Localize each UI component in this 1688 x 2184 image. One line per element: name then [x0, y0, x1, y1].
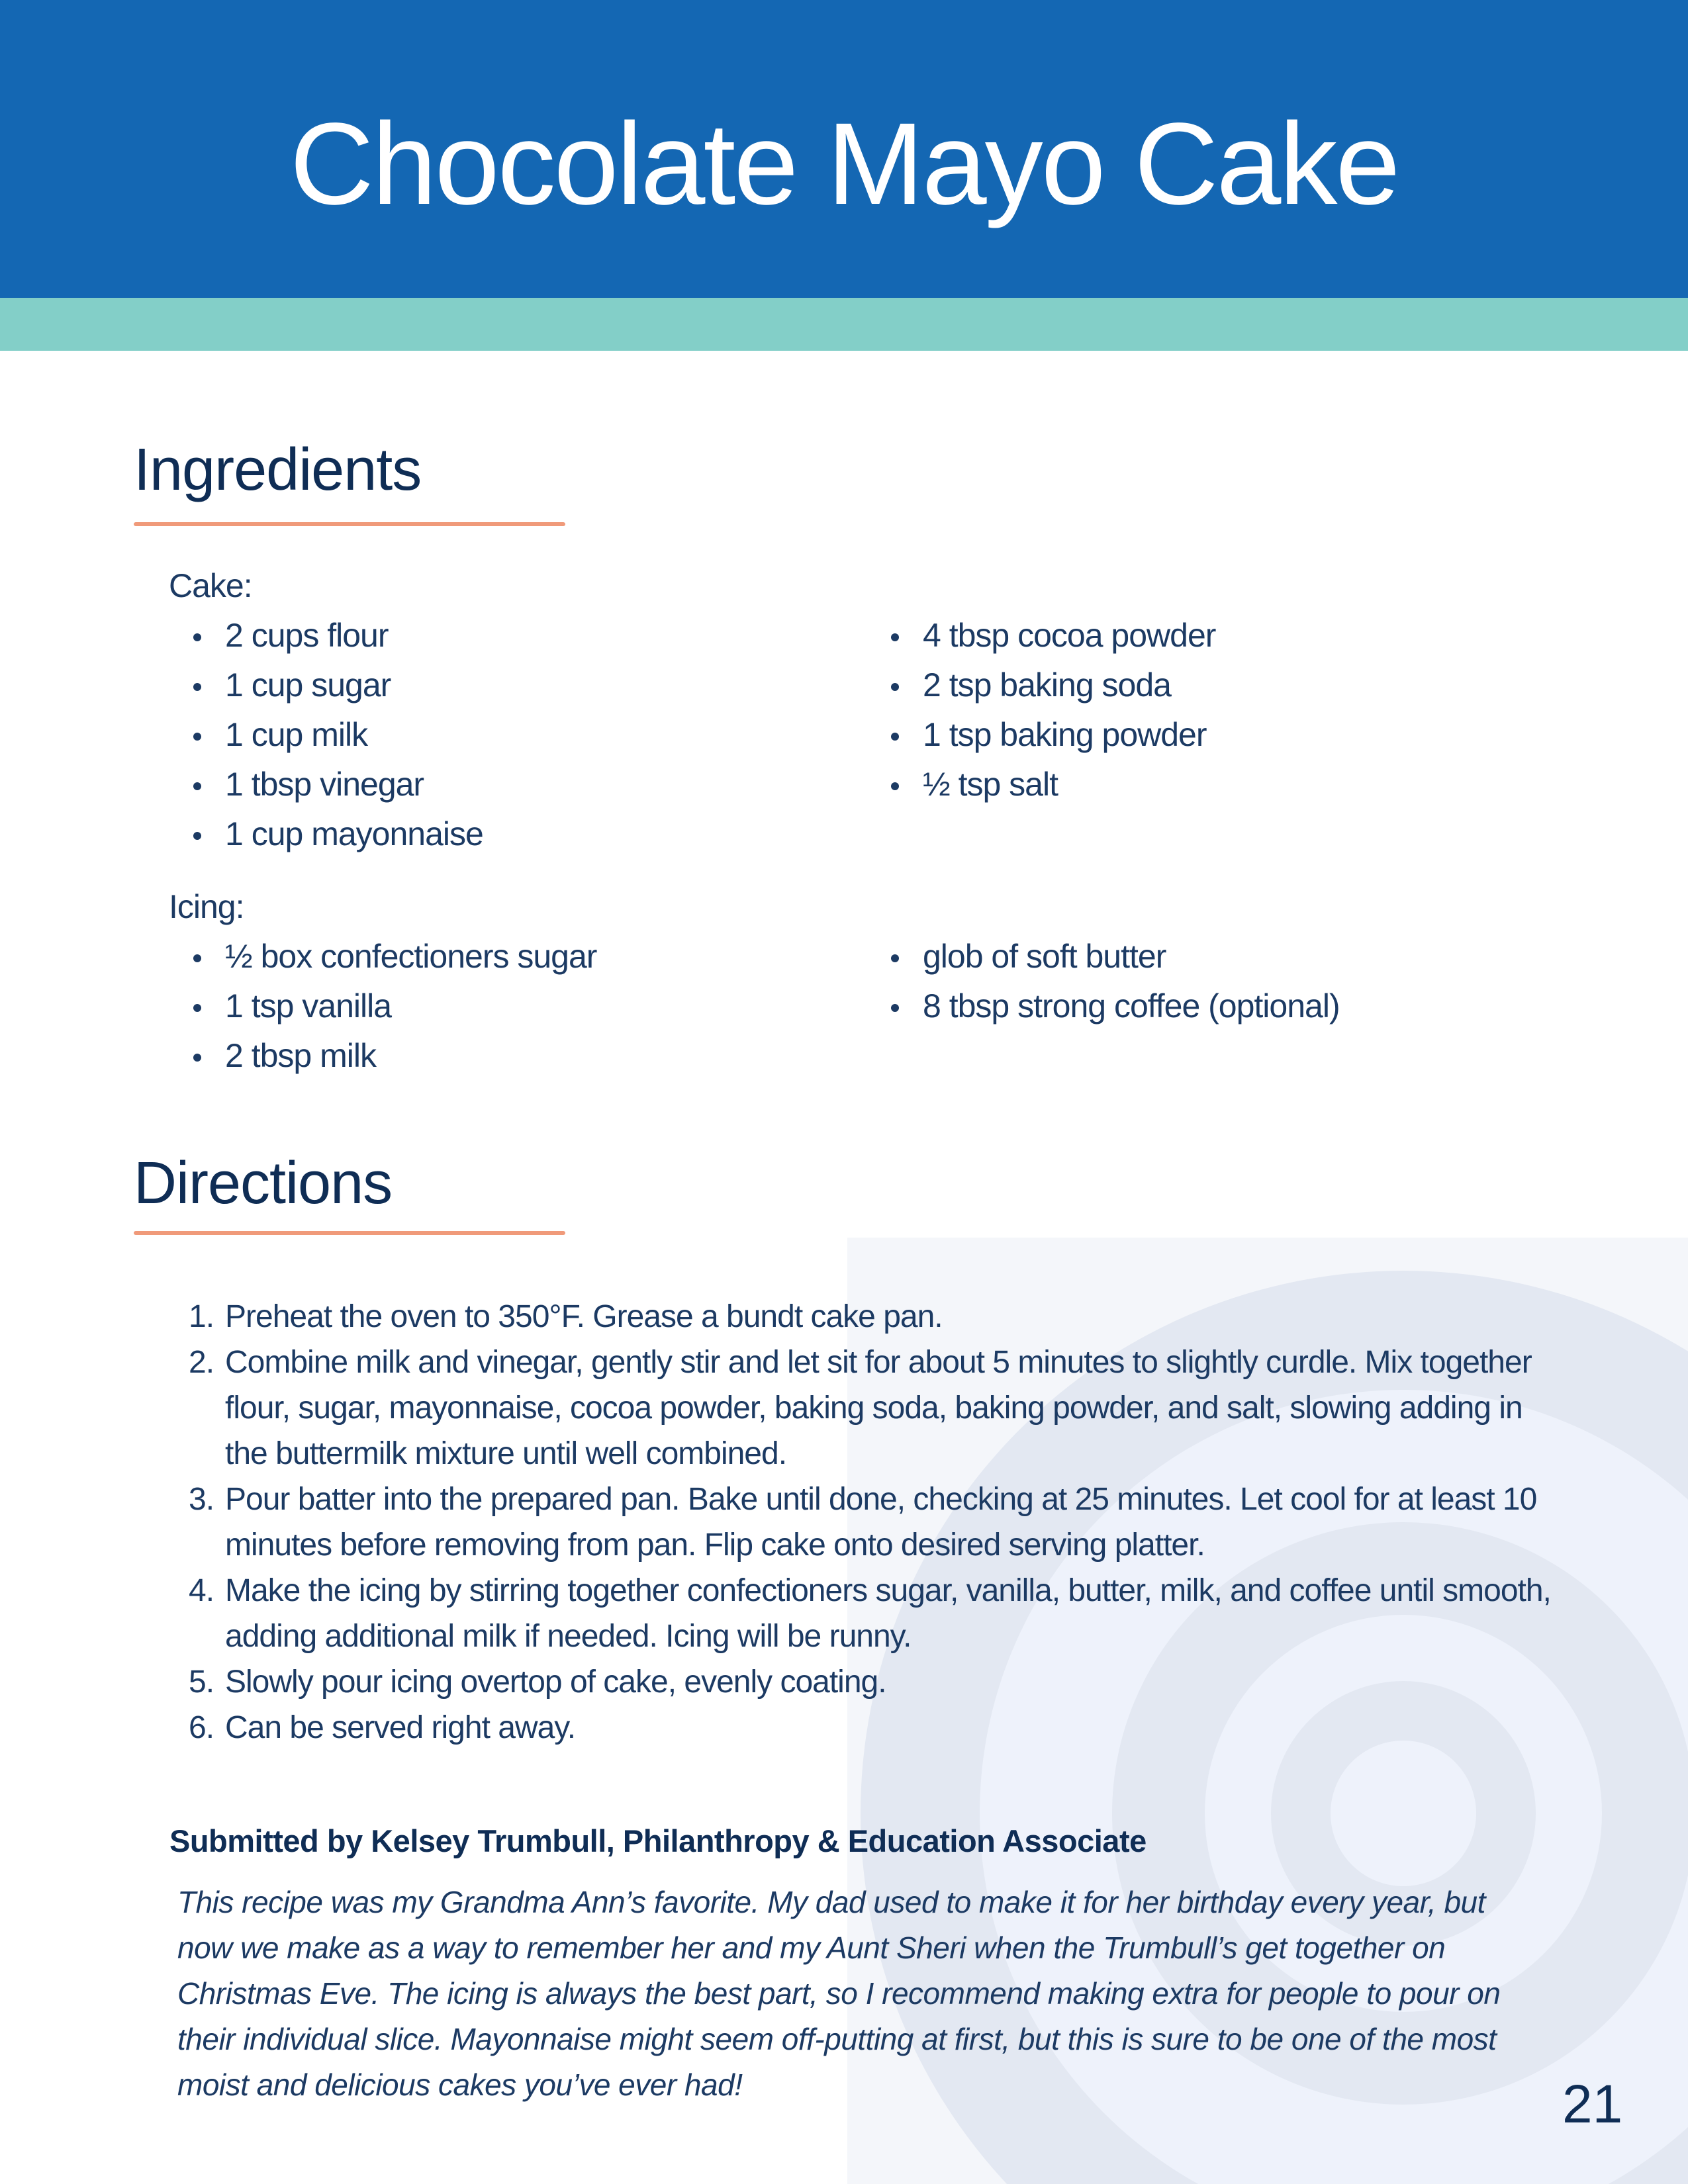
ingredient-item: 1 tsp vanilla	[193, 981, 596, 1031]
step-number: 5.	[189, 1664, 214, 1700]
ingredient-item: 2 cups flour	[193, 611, 483, 660]
ingredient-item: ½ tsp salt	[891, 760, 1215, 809]
recipe-story: This recipe was my Grandma Ann’s favorite. My dad used to make it for her birthday every year, but now we make as a way to remember her and my Aunt Sheri when the Trumbull’s get together on Christmas Eve. The icing is always the best part, so I recommend making extra for people to pour on their individual slice. Mayonnaise might seem off-putting at first, but this is sure to be one of the most moist and delicious cakes you’ve ever had!	[177, 1885, 1501, 2102]
step-number: 2.	[189, 1345, 214, 1380]
ingredient-item: 1 cup sugar	[193, 660, 483, 710]
ingredient-item: 1 cup mayonnaise	[193, 809, 483, 859]
step-text: Pour batter into the prepared pan. Bake until done, checking at 25 minutes. Let cool for at least 10 minutes before removing from pan. Flip cake onto desired serving platter.	[225, 1482, 1537, 1563]
page-number: 21	[1562, 2074, 1623, 2134]
ingredient-item: 4 tbsp cocoa powder	[891, 611, 1215, 660]
submitted-by: Submitted by Kelsey Trumbull, Philanthropy & Education Associate	[169, 1823, 1147, 1858]
ingredient-item: 2 tbsp milk	[193, 1031, 596, 1081]
step-number: 1.	[189, 1299, 214, 1334]
direction-step	[189, 1477, 1566, 1568]
ingredient-item: 1 cup milk	[193, 710, 483, 760]
step-number: 6.	[189, 1710, 214, 1745]
icing-label: Icing:	[169, 888, 244, 925]
cake-ingredients-left	[193, 611, 483, 859]
ingredient-item: 8 tbsp strong coffee (optional)	[891, 981, 1340, 1031]
step-number: 3.	[189, 1482, 214, 1517]
icing-ingredients-right	[891, 932, 1340, 1031]
step-text: Make the icing by stirring together confectioners sugar, vanilla, butter, milk, and coffee until smooth, adding additional milk if needed. Icing will be runny.	[225, 1573, 1551, 1654]
directions-list	[189, 1294, 1566, 1751]
cake-ingredients-right	[891, 611, 1215, 809]
ingredient-item: 1 tsp baking powder	[891, 710, 1215, 760]
ingredient-item: 1 tbsp vinegar	[193, 760, 483, 809]
direction-step	[189, 1568, 1566, 1659]
ingredients-underline	[134, 522, 565, 526]
recipe-title: Chocolate Mayo Cake	[289, 99, 1399, 229]
cake-label: Cake:	[169, 567, 252, 604]
ingredient-item: glob of soft butter	[891, 932, 1340, 981]
accent-band	[0, 298, 1688, 351]
direction-step	[189, 1340, 1566, 1477]
ingredient-item: ½ box confectioners sugar	[193, 932, 596, 981]
step-text: Combine milk and vinegar, gently stir and let sit for about 5 minutes to slightly curdle. Mix together flour, sugar, mayonnaise, cocoa powder, baking soda, baking powder, and salt, slowing adding in the buttermilk mixture until well combined.	[225, 1345, 1532, 1471]
ingredients-heading: Ingredients	[134, 437, 422, 503]
directions-heading: Directions	[134, 1150, 393, 1216]
step-number: 4.	[189, 1573, 214, 1608]
icing-ingredients-left	[193, 932, 596, 1081]
step-text: Can be served right away.	[225, 1710, 576, 1745]
step-text: Slowly pour icing overtop of cake, evenly coating.	[225, 1664, 886, 1700]
ingredient-item: 2 tsp baking soda	[891, 660, 1215, 710]
direction-step	[189, 1294, 1566, 1340]
direction-step	[189, 1659, 1566, 1705]
directions-underline	[134, 1231, 565, 1235]
direction-step	[189, 1705, 1566, 1751]
step-text: Preheat the oven to 350°F. Grease a bundt cake pan.	[225, 1299, 943, 1334]
